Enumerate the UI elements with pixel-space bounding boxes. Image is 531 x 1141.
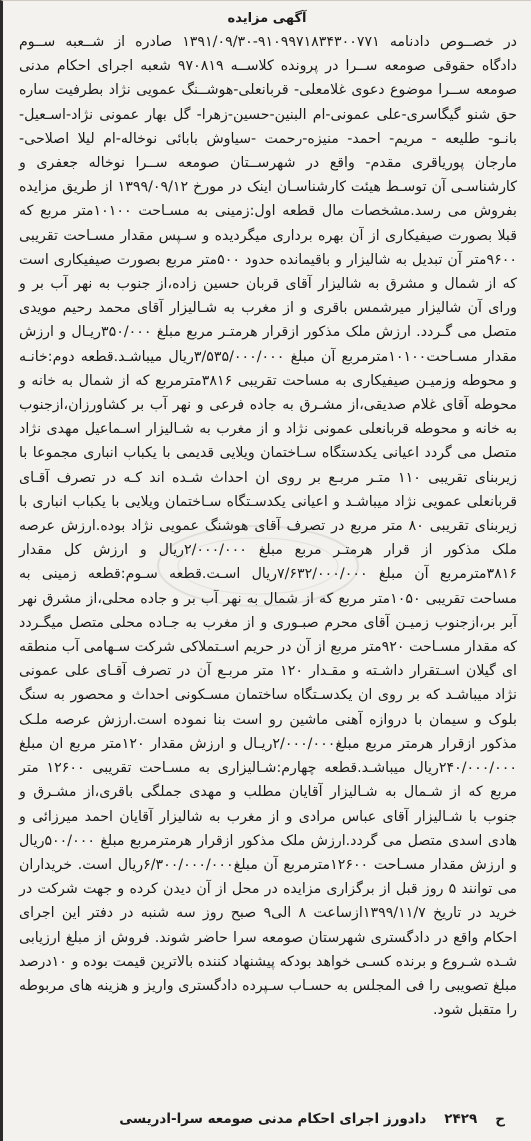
notice-title: آگهی مزایده [227,11,307,26]
notice-body: در خصــوص دادنامه ۹۱۰۹۹۷۱۸۳۴۳۰۰۷۷۱-۱۳۹۱/۰۹/۳۰ صادره از شــعبه ســوم دادگاه حقوقی صومعه ســرا در پرونده کلاســه ۹۷۰۸۱۹ شعبه اجرای احکام مدنی صومعه ســرا موضوع دعوی غلامعلی- قربانعلی-هوشــنگ عمویی نژاد بطرفیت ساره حق شنو گیگاسری-علی عمونی-ام البنین-حسین-زهرا- گل بهار عمونی نژاد-اسـعیل- بانـو- طلیعه - مریم- احمد- منیزه-رحمت -سیاوش بابائی نوخاله-ام لیلا اصلاحی- مارجان پوریاقری مقدم- واقع در شهرســتان صومعه ســرا نوخاله جعفری و کارشناسـی آن توسـط هیئت کارشناسـان اینک در مورخ ۱۳۹۹/۰۹/۱۲ از طریق مزایده بفروش می رسد.مشخصات مال قطعه اول:زمینی به مسـاحت ۱۰۱۰۰متر مربع که قبلا بصورت صیفیکاری از آن بهره برداری میگردیده و سـپس مقدار مسـاحت تقریبی ۹۶۰۰متر آن تبدیل به شالیزار و باقیمانده حدود ۵۰۰متر مربع بصورت صیفیکاری است که از شمال و مشرق به شالیزار آقای قربان حسین زاده،از جنوب به نهر آب بر و ورای آن شالیزار میرشمس باقری و از مغرب به شـالیزار آقای محمد رحیم مویدی متصل می گـردد. ارزش ملک مذکور ازقرار هرمتـر مربع مبلغ ۳۵۰/۰۰۰ریـال و ارزش مقدار مسـاحت۱۰۱۰۰مترمربع آن مبلغ ۳/۵۳۵/۰۰۰/۰۰۰ریال میباشـد.قطعه دوم:خانـه و محوطه وزمیـن صیفیکاری به مساحت تقریبی ۳۸۱۶مترمربع که از شمال به خانه و محوطه آقای غلام صدیقی،از مشـرق به جاده فرعی و نهر آب بر کشاورزان،ازجنوب به خانه و محوطه قربانعلی عمونی نژاد و از مغرب به شـالیزار اسـماعیل مهدی نژاد متصل می گردد اعیانی یکدستگاه سـاختمان ویلایی قدیمی با یکباب انباری مجموعا با زیربنای تقریبی ۱۱۰ متـر مربـع بر روی ان احداث شـده اند کـه در تصرف آقـای قربانعلی عمویی نژاد میباشـد و اعیانی یکدسـتگاه سـاختمان ویلایی با یکباب انباری با زیربنای تقریبی ۸۰ متر مربع در تصرف آقای هوشنگ عمویی نژاد بوده.ارزش عرصه ملک مذکور از قرار هرمتـر مربع مبلغ ۲/۰۰۰/۰۰۰ریال و ارزش کل مقدار ۳۸۱۶مترمربع آن مبلغ ۷/۶۳۲/۰۰۰/۰۰۰ریال اسـت.قطعه سـوم:قطعه زمینی به مساحت تقریبی ۱۰۵۰متر مربع که از شمال به نهر آب بر و جاده محلی،از مشرق نهر آبر بر،ازجنوب زمیـن آقای محرم صبـوری و از مغرب به جـاده محلی متصل میگـردد که مقدار مسـاحت ۹۲۰متر مربع از آن در حریم اسـتملاکی شرکت سـهامی آب منطقه ای گیلان اسـتقرار داشـته و مقـدار ۱۲۰ متر مربـع آن در تصرف آقـای علی عمونی نژاد میباشـد که بر روی ان یکدسـتگاه ساختمان مسـکونی احداث و محصور به سنگ بلوک و سیمان با دروازه آهنی ماشین رو است بنا نموده است.ارزش عرصه ملـک مذکور ازقرار هرمتر مربع مبلغ۲/۰۰۰/۰۰۰ریـال و ارزش مقدار ۱۲۰متر مربع ان مبلغ ۲۴۰/۰۰۰/۰۰۰ریال میباشـد.قطعه چهارم:شـالیزاری به مسـاحت تقریبی ۱۲۶۰۰ متر مربع که از شـمال به شـالیزار آقایان مطلب و مهدی جملگی باقری،از مشـرق و جنوب با شـالیزار آقای عباس مرادی و از مغرب به شالیزار آقایان احمد میرزائی و هادی اسدی متصل می گردد.ارزش ملک مذکور ازقرار هرمترمربع مبلغ ۵۰۰/۰۰۰ریال و ارزش مقدار مسـاحت ۱۲۶۰۰مترمربع آن مبلغ۶/۳۰۰/۰۰۰/۰۰۰ریال است. خریداران می توانند ۵ روز قبل از برگزاری مزایده در محل از آن دیدن کرده و جهت شرکت در خرید در تاریخ ۱۳۹۹/۱۱/۷ازساعت ۸ الی۹ صبح روز سه شنبه در دفتر این اجرای احکام واقع در دادگستری شهرستان صومعه سرا حاضر شوند. فروش از مبلغ ارزیابی شـده شـروع و برنده کسـی خواهد بودکه پیشنهاد کننده بالاترین قیمت بوده و ۱۰درصد مبلغ تصویبی را فی المجلس به حسـاب سـپرده دادگستری واریز و هزینه های مربوطه را متقبل شود. [19,34,518,1019]
signature-prefix: ح [495,1111,505,1127]
signature-line [119,1111,505,1127]
signature-number: ۲۴۲۹ [444,1111,478,1127]
signature-text: دادورز اجرای احکام مدنی صومعه سرا-ادریسی [119,1111,427,1127]
